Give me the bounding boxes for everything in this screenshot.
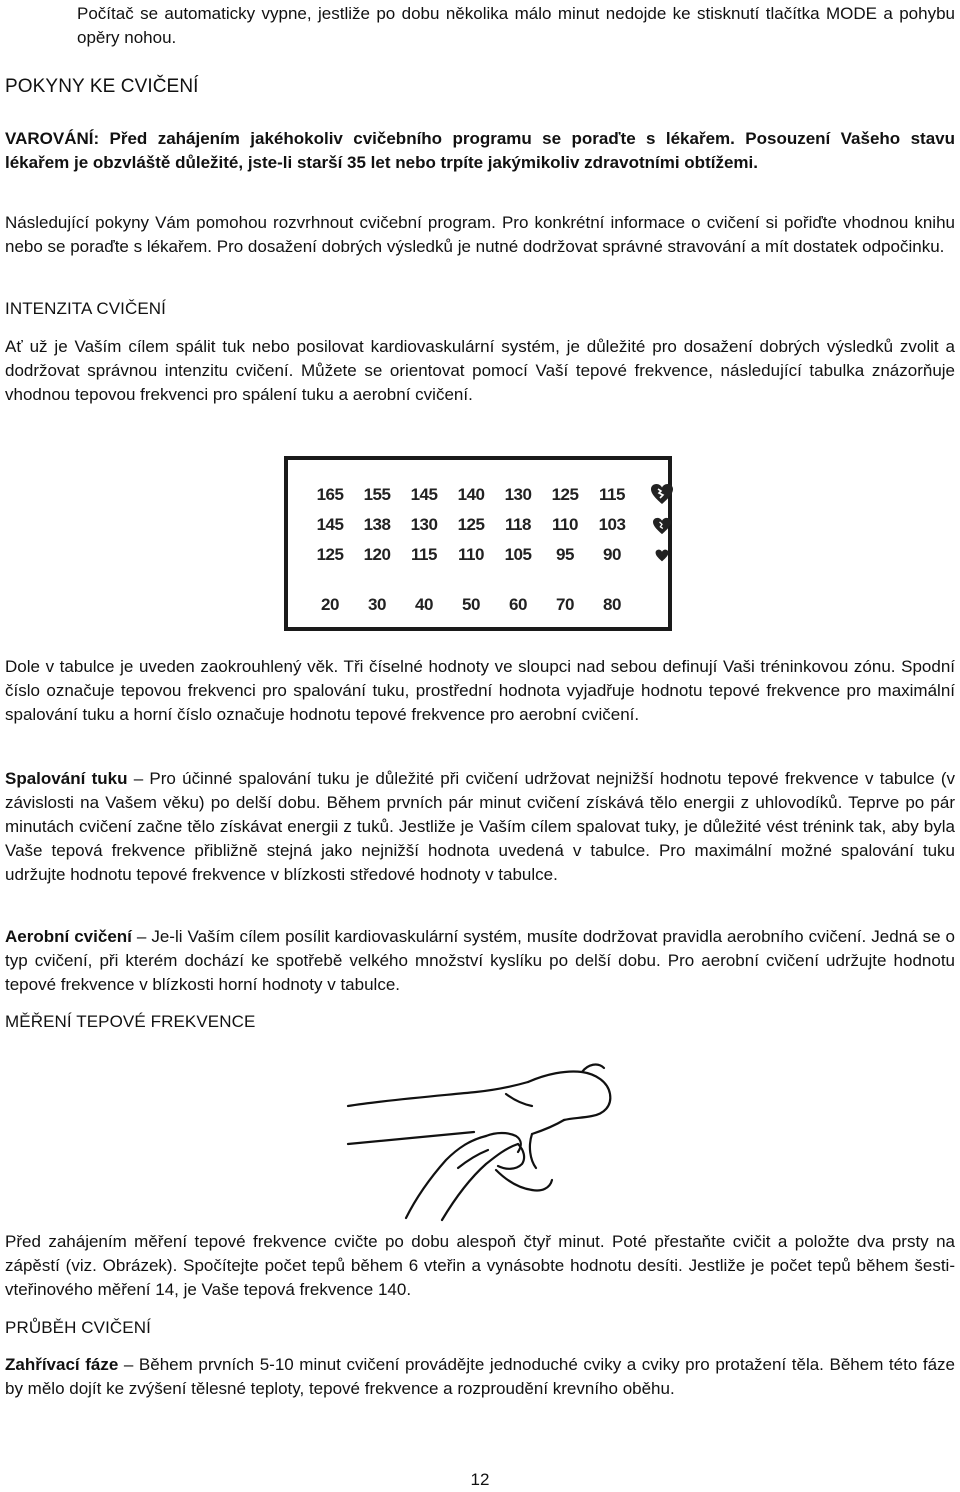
- age-cell: 70: [556, 595, 574, 614]
- warmup-paragraph: [5, 1353, 955, 1401]
- intensity-paragraph: Ať už je Vaším cílem spálit tuk nebo posilovat kardiovaskulární systém, je důležité pro dosažení dobrých výsledků zvolit a dodržovat správnou intenzitu cvičení. Můžete se orientovat pomocí Vaší tepové frekvence, následující tabulka znázorňuje vhodnou tepovou frekvenci pro spálení tuku a aerobní cvičení.: [5, 337, 955, 404]
- heart-rate-table: [284, 456, 672, 631]
- table-cell: 115: [599, 485, 625, 504]
- table-cell: 115: [411, 545, 437, 564]
- warning-paragraph: VAROVÁNÍ: Před zahájením jakéhokoliv cvičebního programu se poraďte s lékařem. Posouzení Vašeho stavu lékařem je obzvláště důležité, jste-li starší 35 let nebo trpíte jakýmikoliv zdravotními obtížemi.: [5, 129, 955, 172]
- table-cell: 145: [316, 515, 344, 534]
- age-cell: 20: [321, 595, 339, 614]
- table-explanation-paragraph: Dole v tabulce je uveden zaokrouhlený věk. Tři číselné hodnoty ve sloupci nad sebou definují Vaši tréninkovou zónu. Spodní číslo označuje tepovou frekvenci pro spalování tuku, prostřední hodnota vyjadřuje hodnotu tepové frekvence pro maximální spalování tuku a horní číslo označuje hodnotu tepové frekvence pro aerobní cvičení.: [5, 657, 955, 724]
- heart-medium-icon: [652, 517, 672, 535]
- table-row-max-fat-burn: [308, 515, 658, 539]
- fat-burning-paragraph: [5, 767, 955, 887]
- warmup-label: Zahřívací fáze: [5, 1355, 119, 1374]
- measure-paragraph: Před zahájením měření tepové frekvence cvičte po dobu alespoň čtyř minut. Poté přestaňte cvičit a položte dva prsty na zápěstí (viz. Obrázek). Spočítejte počet tepů během 6 vteřin a vynásobte hodnotu desíti. Jestliže je počet tepů během šesti-vteřinového měření 14, je Vaše tepová frekvence 140.: [5, 1232, 955, 1299]
- age-cell: 60: [509, 595, 527, 614]
- table-cell: 90: [603, 545, 621, 564]
- heart-large-icon: [650, 483, 674, 505]
- table-row-aerobic: [308, 485, 658, 509]
- progress-heading: PRŮBĚH CVIČENÍ: [5, 1318, 151, 1337]
- table-cell: 138: [363, 515, 391, 534]
- table-row-fat-burn: [308, 545, 658, 569]
- age-cell: 80: [603, 595, 621, 614]
- table-cell: 95: [556, 545, 574, 564]
- age-cell: 30: [368, 595, 386, 614]
- fat-burning-text: – Pro účinné spalování tuku je důležité při cvičení udržovat nejnižší hodnotu tepové frekvence v tabulce (v závislosti na Vašem věku) po delší dobu. Během prvních pár minut cvičení získává tělo energii z uhlovodíků. Teprve po pár minutách cvičení začne tělo získávat energii z tuků. Jestliže je Vaším cílem spalovat tuky, je důležité vést trénink tak, aby byla Vaše tepová frekvence přibližně stejná jako nejnižší hodnota uvedená v tabulce. Pro maximální možné spalování tuku udržujte hodnotu tepové frekvence v blízkosti středové hodnoty v tabulce.: [5, 769, 955, 884]
- warmup-text: – Během prvních 5-10 minut cvičení provádějte jednoduché cviky a cviky pro protažení těla. Během této fáze by mělo dojít ke zvýšení tělesné teploty, tepové frekvence a rozproudění krevního oběhu.: [5, 1355, 956, 1398]
- page-number: 12: [470, 1470, 490, 1489]
- aerobic-text: – Je-li Vaším cílem posílit kardiovaskulární systém, musíte dodržovat pravidla aerobního cvičení. Jedná se o typ cvičení, při kterém dochází ke spotřebě velkého množství kyslíku po delší dobu. Pro aerobní cvičení udržujte hodnotu tepové frekvence v blízkosti horní hodnoty v tabulce.: [5, 927, 955, 994]
- table-cell: 155: [363, 485, 391, 504]
- table-cell: 130: [504, 485, 532, 504]
- wrist-pulse-illustration: [346, 1048, 616, 1223]
- table-cell: 118: [505, 515, 531, 534]
- table-cell: 110: [458, 545, 484, 564]
- table-cell: 140: [457, 485, 485, 504]
- table-cell: 130: [410, 515, 438, 534]
- aerobic-paragraph: [5, 925, 955, 997]
- exercise-heading: POKYNY KE CVIČENÍ: [5, 76, 199, 97]
- fat-burning-label: Spalování tuku: [5, 769, 128, 788]
- aerobic-label: Aerobní cvičení: [5, 927, 132, 946]
- table-row-age: [308, 595, 658, 619]
- table-cell: 105: [504, 545, 532, 564]
- table-cell: 125: [316, 545, 344, 564]
- table-cell: 125: [551, 485, 579, 504]
- intensity-heading: INTENZITA CVIČENÍ: [5, 299, 167, 318]
- heart-small-icon: [655, 549, 669, 562]
- age-cell: 40: [415, 595, 433, 614]
- table-cell: 120: [363, 545, 391, 564]
- measure-heading: MĚŘENÍ TEPOVÉ FREKVENCE: [5, 1012, 256, 1031]
- table-cell: 165: [316, 485, 344, 504]
- table-cell: 103: [598, 515, 626, 534]
- age-cell: 50: [462, 595, 480, 614]
- table-cell: 145: [410, 485, 438, 504]
- table-cell: 125: [457, 515, 485, 534]
- table-cell: 110: [552, 515, 578, 534]
- program-paragraph: Následující pokyny Vám pomohou rozvrhnout cvičební program. Pro konkrétní informace o cvičení si pořiďte vhodnou knihu nebo se poraďte s lékařem. Pro dosažení dobrých výsledků je nutné dodržovat správné stravování a mít dostatek odpočinku.: [5, 213, 955, 256]
- intro-paragraph: Počítač se automaticky vypne, jestliže po dobu několika málo minut nedojde ke stisknutí tlačítka MODE a pohybu opěry nohou.: [77, 4, 955, 47]
